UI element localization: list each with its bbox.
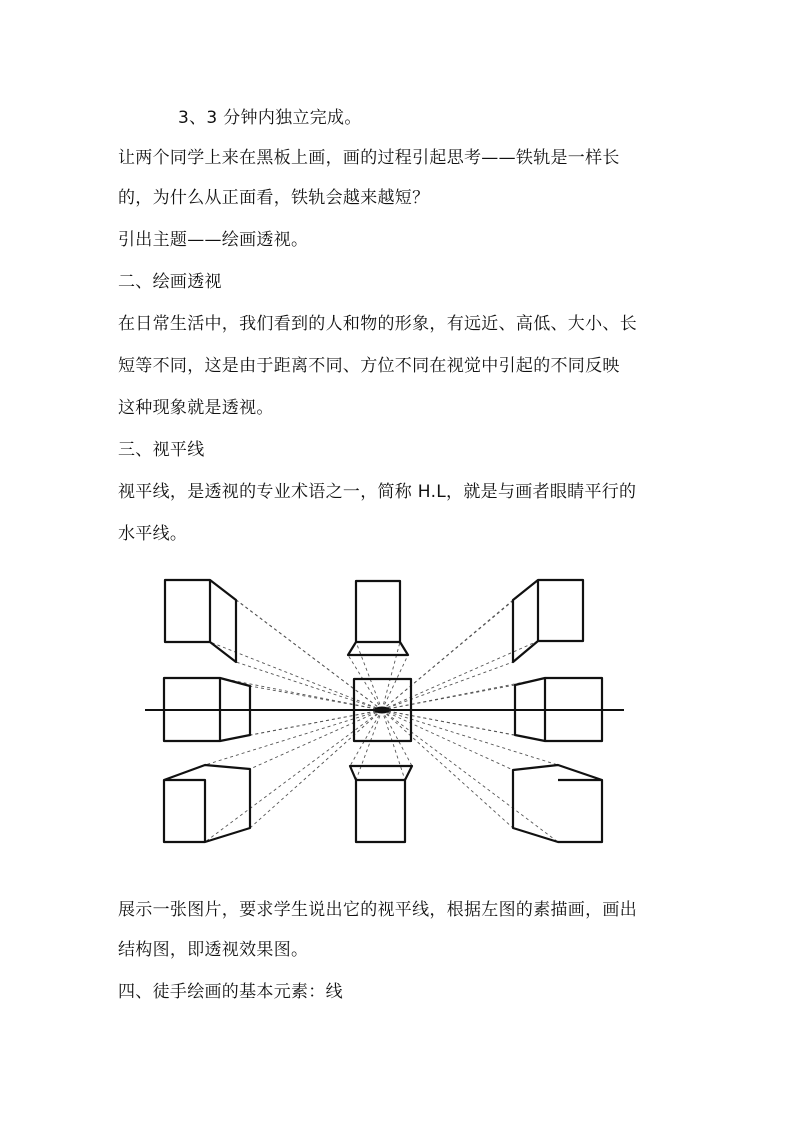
guide-line bbox=[250, 710, 382, 769]
paragraph-perspective-1: 在日常生活中，我们看到的人和物的形象，有远近、高低、大小、长 bbox=[118, 314, 637, 334]
box-top-right bbox=[513, 580, 583, 662]
paragraph-horizon-1: 视平线，是透视的专业术语之一，简称 H.L，就是与画者眼睛平行的 bbox=[118, 482, 637, 502]
box-top-left bbox=[165, 580, 236, 662]
guide-line bbox=[236, 662, 382, 710]
paragraph-perspective-2: 短等不同，这是由于距离不同、方位不同在视觉中引起的不同反映 bbox=[118, 356, 620, 376]
heading-perspective: 二、绘画透视 bbox=[118, 272, 222, 292]
box-bottom-left bbox=[164, 765, 250, 842]
perspective-boxes-figure bbox=[140, 572, 628, 862]
guide-line bbox=[382, 710, 405, 780]
box-bottom-right bbox=[513, 765, 602, 842]
guide-line bbox=[356, 642, 382, 710]
paragraph-blackboard-1: 让两个同学上来在黑板上画，画的过程引起思考——铁轨是一样长 bbox=[118, 148, 620, 168]
guide-line bbox=[250, 686, 382, 710]
guide-line bbox=[382, 655, 408, 710]
box-bottom-center bbox=[350, 766, 412, 842]
paragraph-step-3: 3、3 分钟内独立完成。 bbox=[178, 108, 362, 128]
paragraph-exercise-1: 展示一张图片，要求学生说出它的视平线，根据左图的素描画，画出 bbox=[118, 900, 637, 920]
guide-line bbox=[382, 710, 558, 842]
guide-line bbox=[205, 710, 382, 765]
heading-horizon-line: 三、视平线 bbox=[118, 440, 205, 460]
paragraph-perspective-3: 这种现象就是透视。 bbox=[118, 398, 274, 418]
heading-freehand-elements: 四、徒手绘画的基本元素：线 bbox=[118, 982, 343, 1002]
guide-line bbox=[382, 642, 400, 710]
paragraph-horizon-2: 水平线。 bbox=[118, 524, 188, 544]
paragraph-blackboard-2: 的，为什么从正面看，铁轨会越来越短？ bbox=[118, 188, 430, 208]
guide-line bbox=[356, 710, 382, 780]
paragraph-topic: 引出主题——绘画透视。 bbox=[118, 230, 309, 250]
vanishing-point bbox=[374, 707, 390, 714]
box-top-center bbox=[348, 581, 408, 655]
paragraph-exercise-2: 结构图，即透视效果图。 bbox=[118, 940, 309, 960]
guide-line bbox=[250, 710, 382, 828]
guide-line bbox=[382, 662, 513, 710]
guide-line bbox=[382, 685, 515, 710]
